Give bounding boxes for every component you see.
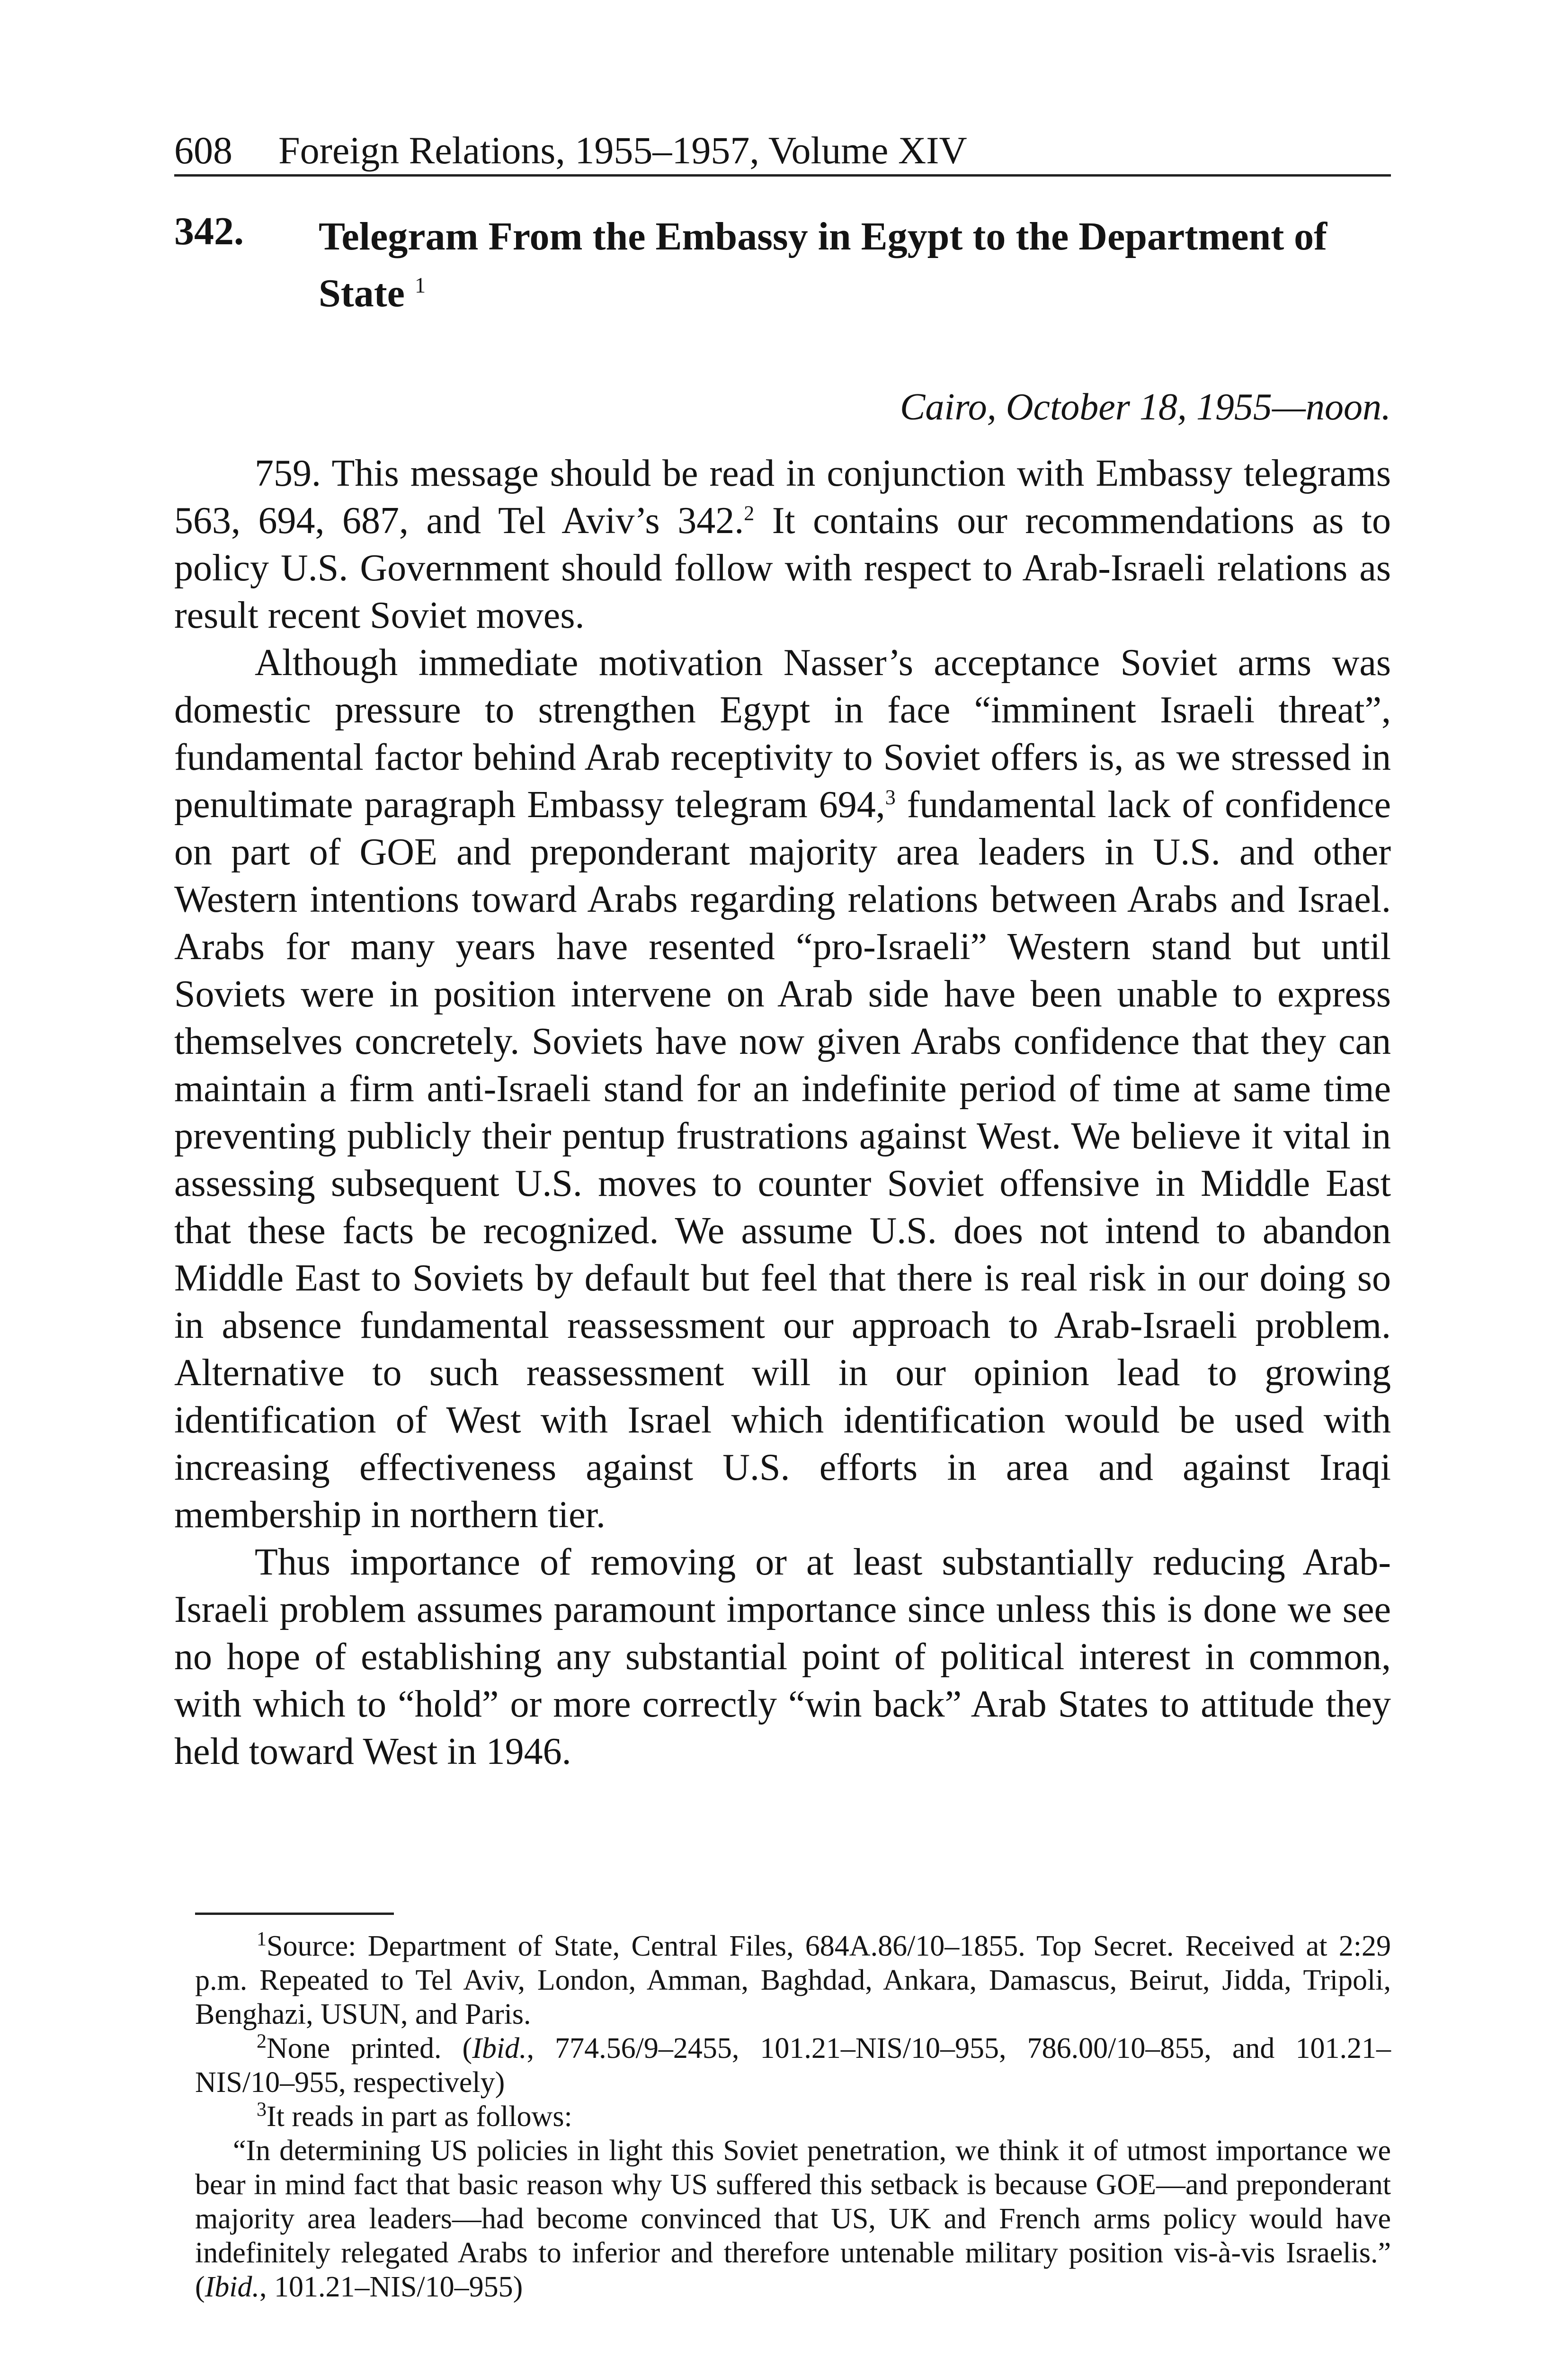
document-title-text: Telegram From the Embassy in Egypt to the Department of State (319, 214, 1327, 315)
paragraph-1 (174, 450, 1391, 639)
footnote-2-text: None printed. ( (267, 2032, 472, 2064)
footnote-3-quote (195, 2134, 1391, 2304)
footnote-1 (195, 1929, 1391, 2031)
footnote-3 (195, 2100, 1391, 2134)
telegram-body (174, 450, 1391, 1775)
footnote-2 (195, 2031, 1391, 2100)
footnote-ref-2[interactable]: 2 (744, 501, 755, 525)
paragraph-3-text: Thus importance of removing or at least substantially reducing Arab-Israeli problem assumes paramount importance since unless this is done we see no hope of establishing any substantial point of political interest in common, with which to “hold” or more correctly “win back” Arab States to attitude they held toward West in 1946. (174, 1541, 1391, 1772)
document-title (319, 208, 1391, 322)
footnotes (195, 1929, 1391, 2304)
footnote-2-number: 2 (257, 2030, 267, 2053)
running-header (174, 127, 1391, 177)
dateline: Cairo, October 18, 1955—noon. (900, 386, 1391, 428)
footnote-3-intro: It reads in part as follows: (267, 2100, 572, 2133)
footnote-divider (195, 1913, 394, 1915)
footnote-3-quote-cont: , 101.21–NIS/10–955) (259, 2271, 523, 2303)
paragraph-3 (174, 1539, 1391, 1775)
paragraph-1-text: 759. This message should be read in conjunction with Embassy telegrams 563, 694, 687, and Tel Aviv’s 342. (174, 453, 1391, 542)
footnote-3-quote-text: “In determining US policies in light this Soviet penetration, we think it of utmost importance we bear in mind fact that basic reason why US suffered this setback is because GOE—and preponderant majority area leaders—had become convinced that US, UK and French arms policy would have indefinitely relegated Arabs to inferior and therefore untenable military position vis-à-vis Israelis.” ( (195, 2135, 1391, 2303)
footnote-2-ibid: Ibid. (472, 2032, 527, 2064)
paragraph-2-text: Although immediate motivation Nasser’s acceptance Soviet arms was domestic pressure to strengthen Egypt in face “imminent Israeli threat”, fundamental factor behind Arab receptivity to Soviet offers is, as we stressed in penultimate paragraph Embassy telegram 694, (174, 642, 1391, 826)
footnote-2-text-cont: , 774.56/9–2455, 101.21–NIS/10–955, 786.00/10–855, and 101.21–NIS/10–955, respectively) (195, 2032, 1391, 2099)
paragraph-2 (174, 639, 1391, 1539)
footnote-3-number: 3 (257, 2099, 267, 2121)
paragraph-2-text-cont: fundamental lack of confidence on part of GOE and preponderant majority area leaders in U.S. and other Western intentions toward Arabs regarding relations between Arabs and Israel. Arabs for many years have resented “pro-Israeli” Western stand but until Soviets were in position intervene on Arab side have been unable to express themselves concretely. Soviets have now given Arabs confidence that they can maintain a firm anti-Israeli stand for an indefinite period of time at same time preventing publicly their pentup frustrations against West. We believe it vital in assessing subsequent U.S. moves to counter Soviet offensive in Middle East that these facts be recognized. We assume U.S. does not intend to abandon Middle East to Soviets by default but feel that there is real risk in our doing so in absence fundamental reassessment our approach to Arab-Israeli problem. Alternative to such reassessment will in our opinion lead to growing identification of West with Israel which identification would be used with increasing effectiveness against U.S. efforts in area and against Iraqi membership in northern tier. (174, 784, 1391, 1536)
footnote-3-ibid: Ibid. (205, 2271, 260, 2303)
footnote-1-number: 1 (257, 1928, 267, 1950)
footnote-1-text: Source: Department of State, Central Files, 684A.86/10–1855. Top Secret. Received at 2:29 p.m. Repeated to Tel Aviv, London, Amman, Baghdad, Ankara, Damascus, Beirut, Jidda, Tripoli, Benghazi, USUN, and Paris. (195, 1930, 1391, 2030)
page-number: 608 (174, 129, 232, 172)
document-number: 342. (174, 209, 244, 253)
footnote-ref-3[interactable]: 3 (885, 785, 896, 809)
running-title: Foreign Relations, 1955–1957, Volume XIV (278, 129, 967, 172)
footnote-ref-1[interactable]: 1 (414, 273, 426, 297)
paragraph-1-text-cont: It contains our recommendations as to policy U.S. Government should follow with respect to Arab-Israeli relations as result recent Soviet moves. (174, 500, 1391, 636)
